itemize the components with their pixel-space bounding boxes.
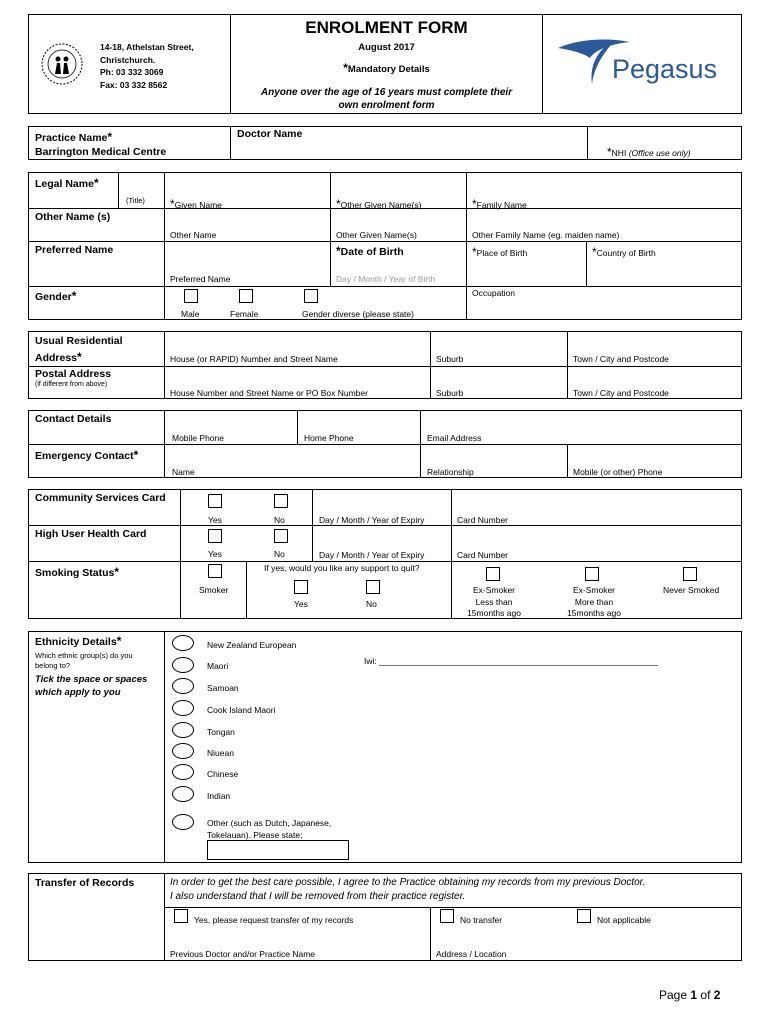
gender-label: Gender — [35, 291, 72, 303]
ethnicity-tongan-label: Tongan — [207, 727, 235, 737]
csc-yes-checkbox[interactable] — [208, 494, 222, 508]
huhc-card-number-field[interactable]: Card Number — [457, 550, 509, 560]
ethnicity-samoan-radio[interactable] — [172, 678, 194, 694]
other-given-names-2-field[interactable]: Other Given Name(s) — [336, 230, 417, 240]
csc-no-checkbox[interactable] — [274, 494, 288, 508]
practice-name-label: Practice Name — [35, 132, 108, 144]
csc-yes-label: Yes — [208, 515, 222, 525]
ethnicity-niuean-radio[interactable] — [172, 743, 194, 759]
ethnicity-nz-european-radio[interactable] — [172, 635, 194, 651]
previous-doctor-field[interactable]: Previous Doctor and/or Practice Name — [170, 949, 316, 959]
never-smoked-checkbox[interactable] — [683, 567, 697, 581]
transfer-yes-label: Yes, please request transfer of my records — [194, 915, 354, 925]
ex-smoker-more-line-2: More than — [574, 596, 614, 607]
nhi-label: NHI — [611, 148, 627, 158]
country-of-birth-field[interactable]: Country of Birth — [596, 248, 656, 258]
ethnicity-cook-island-label: Cook Island Maori — [207, 705, 276, 715]
female-checkbox[interactable] — [239, 289, 253, 303]
transfer-consent-line-2: I also understand that I will be removed from their practice register. — [170, 891, 466, 902]
legal-name-label: Legal Name — [35, 178, 94, 190]
smoker-label: Smoker — [199, 585, 229, 595]
phone-number: Ph: 03 332 3069 — [100, 67, 164, 77]
dob-field[interactable]: Day / Month / Year of Birth — [336, 274, 436, 284]
ex-smoker-more-line-1: Ex-Smoker — [572, 585, 616, 595]
ethnicity-other-label-1: Other (such as Dutch, Japanese, — [207, 818, 332, 828]
place-of-birth-field[interactable]: Place of Birth — [476, 248, 528, 258]
mobile-phone-field[interactable]: Mobile Phone — [172, 433, 224, 443]
postal-suburb-field[interactable]: Suburb — [436, 388, 464, 398]
age-notice-line-1: Anyone over the age of 16 years must complete their — [260, 87, 513, 98]
preferred-name-field[interactable]: Preferred Name — [170, 274, 231, 284]
ethnicity-other-input[interactable] — [207, 840, 349, 860]
practice-seal-logo — [40, 42, 84, 86]
ethnicity-question-2: belong to? — [35, 661, 71, 670]
other-given-names-field[interactable]: Other Given Name(s) — [340, 200, 422, 210]
dob-label: Date of Birth — [340, 246, 404, 258]
email-field[interactable]: Email Address — [427, 433, 482, 443]
iwi-field[interactable]: Iwi: ___________________________________________________________ — [364, 656, 659, 666]
transfer-yes-checkbox[interactable] — [174, 909, 188, 923]
ethnicity-indian-radio[interactable] — [172, 786, 194, 802]
gender-diverse-checkbox[interactable] — [304, 289, 318, 303]
ethnicity-maori-radio[interactable] — [172, 657, 194, 673]
smoker-checkbox[interactable] — [208, 564, 222, 578]
home-phone-field[interactable]: Home Phone — [304, 433, 354, 443]
ethnicity-question-1: Which ethnic group(s) do you — [35, 651, 133, 660]
title-field[interactable]: (Title) — [126, 196, 145, 205]
not-applicable-label: Not applicable — [597, 915, 651, 925]
town-postcode-field[interactable]: Town / City and Postcode — [573, 354, 669, 364]
ethnicity-niuean-label: Niuean — [207, 748, 234, 758]
other-name-field[interactable]: Other Name — [170, 230, 217, 240]
relationship-field[interactable]: Relationship — [427, 467, 474, 477]
support-yes-label: Yes — [294, 599, 308, 609]
support-no-label: No — [366, 599, 377, 609]
family-name-field[interactable]: Family Name — [476, 200, 527, 210]
ethnicity-indian-label: Indian — [207, 791, 231, 801]
fax-number: Fax: 03 332 8562 — [100, 79, 168, 90]
emergency-contact-label: Emergency Contact — [35, 450, 134, 462]
no-transfer-checkbox[interactable] — [440, 909, 454, 923]
female-label: Female — [230, 309, 259, 319]
contact-details-label: Contact Details — [35, 413, 112, 425]
occupation-field[interactable]: Occupation — [472, 288, 515, 298]
ex-smoker-more-checkbox[interactable] — [585, 567, 599, 581]
ex-smoker-less-line-3: 15months ago — [467, 608, 521, 618]
other-family-name-field[interactable]: Other Family Name (eg. maiden name) — [472, 230, 620, 240]
postal-town-field[interactable]: Town / City and Postcode — [573, 388, 669, 398]
huhc-no-checkbox[interactable] — [274, 529, 288, 543]
not-applicable-checkbox[interactable] — [577, 909, 591, 923]
age-notice-line-2: own enrolment form — [338, 100, 435, 111]
csc-expiry-field[interactable]: Day / Month / Year of Expiry — [319, 515, 425, 525]
postal-address-label: Postal Address — [35, 368, 112, 380]
doctor-name-label: Doctor Name — [237, 128, 303, 140]
ethnicity-samoan-label: Samoan — [207, 683, 239, 693]
suburb-field[interactable]: Suburb — [436, 354, 464, 364]
ex-smoker-less-line-2: Less than — [475, 596, 513, 607]
other-names-label: Other Name (s) — [35, 211, 111, 223]
quit-support-question: If yes, would you like any support to quit? — [264, 563, 420, 573]
ex-smoker-less-line-1: Ex-Smoker — [472, 585, 516, 595]
form-date: August 2017 — [358, 42, 415, 53]
ethnicity-cook-island-radio[interactable] — [172, 700, 194, 716]
support-no-checkbox[interactable] — [366, 580, 380, 594]
given-name-field[interactable]: Given Name — [174, 200, 222, 210]
huhc-label: High User Health Card — [35, 528, 147, 540]
ethnicity-instruction-1: Tick the space or spaces — [35, 674, 148, 685]
male-checkbox[interactable] — [184, 289, 198, 303]
brand-name: Pegasus — [612, 54, 718, 84]
address-line-2: Christchurch. — [100, 54, 156, 65]
ethnicity-tongan-radio[interactable] — [172, 722, 194, 738]
usual-address-label-1: Usual Residential — [35, 335, 123, 347]
male-label: Male — [181, 309, 200, 319]
postal-address-note: (if different from above) — [35, 381, 108, 388]
ethnicity-instruction-2: which apply to you — [35, 687, 121, 698]
huhc-yes-label: Yes — [208, 549, 222, 559]
page-number: Page 1 of 2 — [659, 988, 721, 1002]
transfer-consent-line-1: In order to get the best care possible, I agree to the Practice obtaining my records from my previous Doctor. — [170, 877, 646, 888]
address-line-1: 14-18, Athelstan Street, — [100, 42, 194, 52]
ethnicity-maori-label: Maori — [207, 661, 229, 671]
csc-card-number-field[interactable]: Card Number — [457, 515, 509, 525]
ethnicity-chinese-radio[interactable] — [172, 764, 194, 780]
huhc-no-label: No — [274, 549, 285, 559]
form-title: ENROLMENT FORM — [305, 18, 468, 37]
ethnicity-other-radio[interactable] — [172, 814, 194, 830]
ethnicity-chinese-label: Chinese — [207, 769, 239, 779]
support-yes-checkbox[interactable] — [294, 580, 308, 594]
emergency-phone-field[interactable]: Mobile (or other) Phone — [573, 467, 663, 477]
nhi-note: (Office use only) — [628, 148, 691, 158]
smoking-status-label: Smoking Status — [35, 567, 115, 579]
previous-address-field[interactable]: Address / Location — [436, 949, 507, 959]
house-street-field[interactable]: House (or RAPID) Number and Street Name — [170, 354, 338, 364]
emergency-name-field[interactable]: Name — [172, 467, 195, 477]
gender-diverse-label: Gender diverse (please state) — [302, 309, 414, 319]
transfer-records-label: Transfer of Records — [35, 877, 135, 889]
pegasus-logo — [550, 34, 740, 94]
no-transfer-label: No transfer — [460, 915, 503, 925]
ex-smoker-more-line-3: 15months ago — [567, 608, 621, 618]
practice-name-value: Barrington Medical Centre — [35, 146, 167, 158]
preferred-name-label: Preferred Name — [35, 244, 114, 256]
csc-no-label: No — [274, 515, 285, 525]
ethnicity-nz-european-label: New Zealand European — [207, 640, 297, 650]
ethnicity-label: Ethnicity Details — [35, 636, 117, 648]
csc-label: Community Services Card — [35, 492, 166, 504]
mandatory-note: Mandatory Details — [347, 64, 430, 75]
postal-street-field[interactable]: House Number and Street Name or PO Box Number — [170, 388, 368, 398]
ethnicity-other-label-2: Tokelauan). Please state; — [207, 830, 303, 840]
ex-smoker-less-checkbox[interactable] — [486, 567, 500, 581]
huhc-expiry-field[interactable]: Day / Month / Year of Expiry — [319, 550, 425, 560]
huhc-yes-checkbox[interactable] — [208, 529, 222, 543]
never-smoked-label: Never Smoked — [663, 585, 720, 595]
usual-address-label-2: Address — [35, 352, 78, 364]
